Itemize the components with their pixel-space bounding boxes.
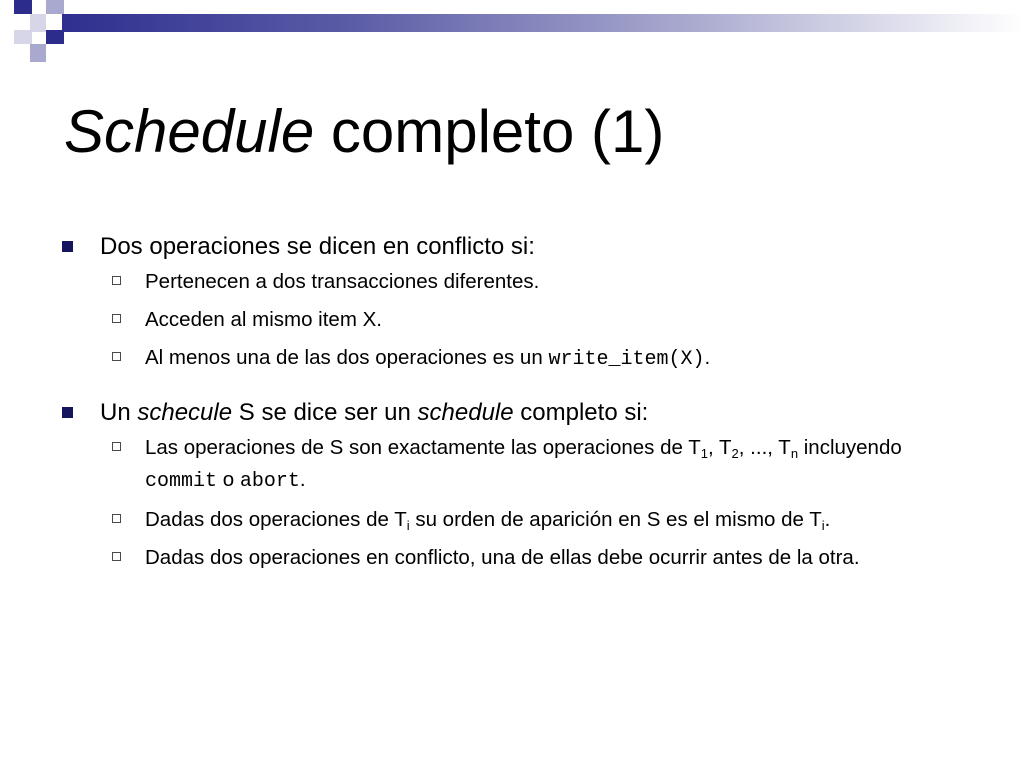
sub-bullet <box>62 542 945 574</box>
text-fragment: Las operaciones de S son exactamente las operaciones de T <box>145 436 701 459</box>
text-fragment: o <box>217 468 240 491</box>
text-fragment: su orden de aparición en S es el mismo de T <box>409 508 822 531</box>
text-fragment: , T <box>708 436 732 459</box>
subscript: 2 <box>731 446 739 461</box>
text-fragment: . <box>299 468 306 491</box>
deco-square <box>46 0 64 14</box>
sub-bullet <box>62 342 945 376</box>
sub-bullet-text: Acceden al mismo item X. <box>145 308 382 331</box>
sub-bullet <box>62 432 945 498</box>
sub-bullet-text: Dadas dos operaciones en conflicto, una de ellas debe ocurrir antes de la otra. <box>145 546 860 569</box>
italic-fragment: schecule <box>137 399 233 426</box>
sub-bullet <box>62 304 945 336</box>
title-rest: completo (1) <box>314 98 665 165</box>
hollow-square-bullet-icon <box>112 552 121 561</box>
code-abort: abort <box>239 470 300 493</box>
text-fragment: . <box>824 508 831 531</box>
text-fragment: completo si: <box>513 399 649 426</box>
subscript: 1 <box>700 446 708 461</box>
slide-body <box>62 232 962 574</box>
hollow-square-bullet-icon <box>112 352 121 361</box>
deco-square <box>30 44 46 62</box>
text-fragment: incluyendo <box>798 436 902 459</box>
text-fragment: , ..., T <box>738 436 791 459</box>
sub-bullet <box>62 504 945 536</box>
deco-square <box>30 14 46 32</box>
text-fragment: Dadas dos operaciones de T <box>145 508 407 531</box>
text-fragment: S se dice ser un <box>232 399 418 426</box>
sub-bullet-text: Al menos una de las dos operaciones es un <box>145 346 549 369</box>
sub-bullet-text: Pertenecen a dos transacciones diferentes. <box>145 270 540 293</box>
text-fragment: Un <box>100 399 138 426</box>
sub-bullet-end: . <box>704 346 711 369</box>
subscript: n <box>790 446 799 461</box>
deco-square <box>46 30 64 44</box>
hollow-square-bullet-icon <box>112 514 121 523</box>
hollow-square-bullet-icon <box>112 276 121 285</box>
hollow-square-bullet-icon <box>112 314 121 323</box>
code-commit: commit <box>145 470 218 493</box>
title-italic: Schedule <box>64 98 315 165</box>
code-write-item: write_item(X) <box>548 348 705 371</box>
italic-fragment: schedule <box>417 399 514 426</box>
bullet-text: Dos operaciones se dicen en conflicto si: <box>100 233 535 260</box>
slide-title <box>64 92 664 172</box>
subscript: i <box>406 518 410 533</box>
deco-square <box>14 0 32 14</box>
square-bullet-icon <box>62 241 73 252</box>
bullet-conflict-definition <box>62 232 962 262</box>
square-bullet-icon <box>62 407 73 418</box>
bullet-complete-schedule <box>62 398 962 428</box>
decorative-header-graphic <box>0 0 1024 62</box>
subscript: i <box>821 518 825 533</box>
sub-bullet <box>62 266 945 298</box>
deco-gradient-bar <box>62 14 1024 32</box>
deco-square <box>14 30 32 44</box>
hollow-square-bullet-icon <box>112 442 121 451</box>
